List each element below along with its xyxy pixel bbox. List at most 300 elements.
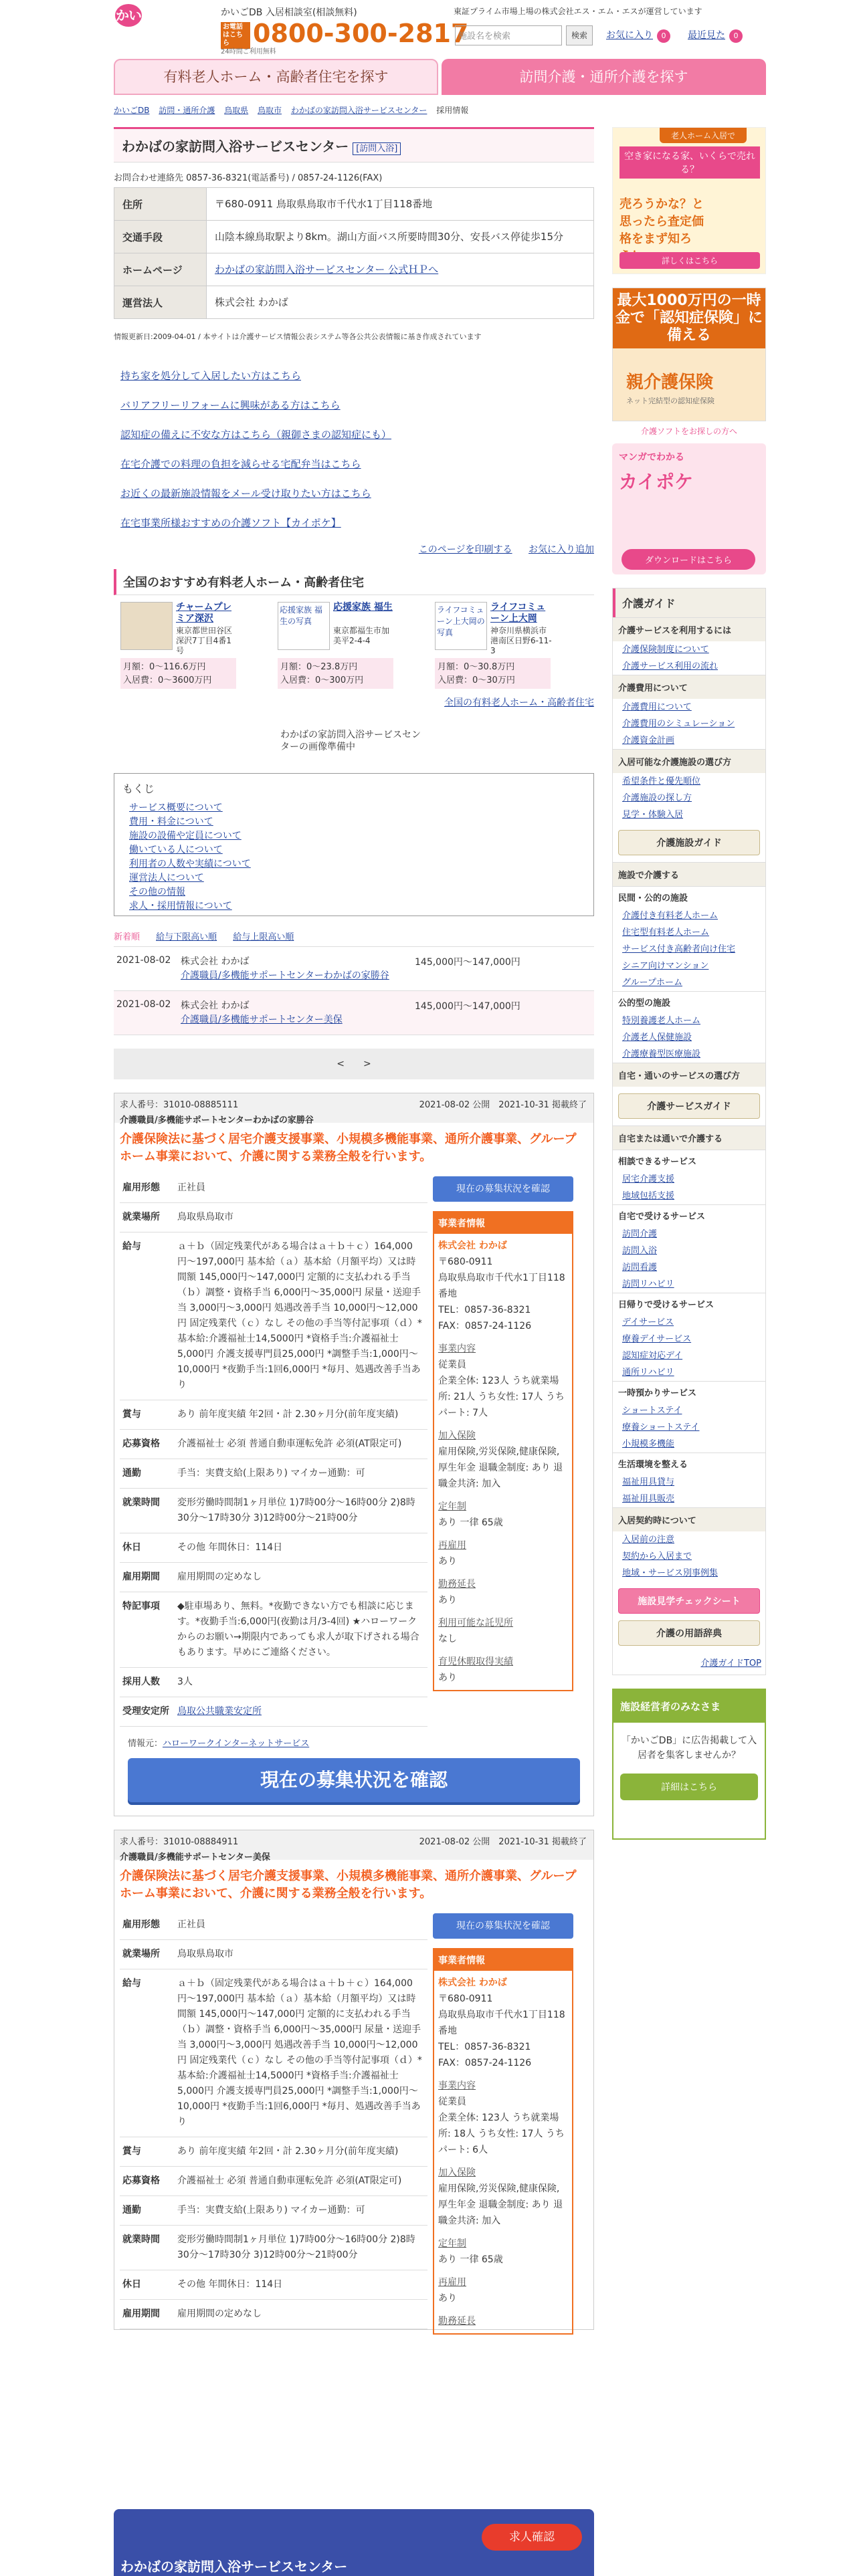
row-value: 3人	[173, 1668, 427, 1697]
promo-link[interactable]: 認知症の備えに不安な方はこちら（親御さまの認知症にも）	[120, 429, 392, 441]
entry-fee: 入居費：0〜30万円	[438, 675, 515, 685]
promo-link[interactable]: 在宅事業所様おすすめの介護ソフト【カイポケ】	[120, 517, 341, 529]
guide-subsection: 一時預かりサービス	[613, 1381, 765, 1402]
guide-link[interactable]: 訪問看護	[622, 1263, 658, 1273]
employer-tel: TEL：0857-36-8321	[438, 2042, 531, 2052]
info-source-label: 情報元：	[128, 1739, 163, 1749]
job-header	[114, 1093, 593, 1123]
guide-section: 入居契約時について	[613, 1507, 765, 1531]
job-card	[114, 1093, 594, 1816]
row-label: 就業場所	[120, 1940, 173, 1969]
employer-insurance: 雇用保険,労災保険,健康保険,厚生年金 退職金制度: あり 退職金共済: 加入	[438, 2183, 563, 2226]
employer-head: 事業者情報	[434, 1212, 572, 1234]
facility-photo[interactable]: 応援家族 福生の写真	[278, 602, 330, 650]
guide-link[interactable]: 療養ショートステイ	[622, 1422, 700, 1432]
row-label: 就業場所	[120, 1203, 173, 1232]
ad-main: カイポケ	[619, 471, 694, 493]
guide-link[interactable]: 地域・サービス別事例集	[622, 1568, 719, 1578]
sidebar	[612, 127, 766, 1840]
guide-section: 入居可能な介護施設の選び方	[613, 749, 765, 773]
row-label: 雇用形態	[120, 1174, 173, 1203]
label: 利用可能な託児所	[438, 1618, 513, 1628]
breadcrumb-item[interactable]: 訪問・通所介護	[159, 106, 215, 115]
employer-address: 鳥取県鳥取市千代水1丁目118番地	[438, 1273, 565, 1299]
job-details	[120, 1174, 427, 1727]
sort-new[interactable]: 新着順	[114, 932, 140, 942]
job-number: 求人番号：31010-08884911	[120, 1837, 239, 1847]
job-title: 介護職員/多機能サポートセンターわかばの家勝谷	[120, 1115, 314, 1125]
row-label: 応募資格	[120, 2167, 173, 2196]
phone-number[interactable]	[221, 19, 468, 49]
row-value: 変形労働時間制1ヶ月単位 1)7時00分〜16時00分 2)8時30分〜17時30分 3)12時00分〜21時00分	[173, 2226, 427, 2270]
guide-link[interactable]: 介護費用のシミュレーション	[622, 719, 735, 729]
table-row	[120, 1430, 427, 1459]
main-content	[114, 127, 594, 2330]
facility-image-placeholder: わかばの家訪問入浴サービスセンターの画像準備中	[280, 730, 421, 752]
guide-section: 介護サービスを利用するには	[613, 617, 765, 641]
employer-extension: あり	[438, 1595, 457, 1606]
table-row	[120, 2226, 427, 2270]
ad-main: 親介護保険	[626, 372, 714, 393]
row-label: 通勤	[120, 2196, 173, 2226]
guide-subsection: 日帰りで受けるサービス	[613, 1293, 765, 1314]
row-value: ａ＋ｂ（固定残業代がある場合はａ＋ｂ＋ｃ）164,000円〜197,000円 基本給（ａ）基本給（月額平均）又は時間額 145,000円〜147,000円 定額的に支払われる手当（ｂ）調整・資格手当 6,000円〜35,000円 尿量・送迎手当 3,000円〜3,000円 処遇改善手当 10,000円〜12,000円 固定残業代（ｃ）なし その他の手当等付記事項（ｄ）*基本給:介護福祉士14,5000円 *資格手当:介護福祉士5,000円 介護支援専門員25,000円 *調整手当:1,000円〜10,000円 *夜勤手当:1回6,000円 *毎月、処遇改善手当あり	[173, 1969, 427, 2137]
table-row	[120, 1592, 427, 1668]
table-row	[120, 1969, 427, 2137]
recommend-item[interactable]	[435, 602, 551, 689]
contact-info: お問合わせ連絡先 0857-36-8321(電話番号) / 0857-24-1126(FAX)	[114, 173, 383, 183]
row-value: 変形労働時間制1ヶ月単位 1)7時00分〜16時00分 2)8時30分〜17時30分 3)12時00分〜21時00分	[173, 1489, 427, 1533]
employer-rehire: あり	[438, 2293, 457, 2304]
entry-fee: 入居費：0〜300万円	[280, 675, 364, 685]
row-label: 運営法人	[114, 286, 207, 319]
row-value: 雇用期間の定めなし	[173, 2300, 427, 2329]
recommend-price	[120, 658, 236, 689]
job-list	[114, 947, 594, 1035]
guide-link[interactable]: サービス付き高齢者向け住宅	[622, 944, 736, 954]
job-title-link[interactable]: 介護職員/多機能サポートセンター美保	[181, 1014, 343, 1025]
job-dates: 2021-08-02 公開 2021-10-31 掲載終了	[419, 1837, 587, 1847]
guide-subsection: 民間・公的の施設	[613, 886, 765, 907]
guide-link[interactable]: 契約から入居まで	[622, 1551, 692, 1562]
monthly-fee: 月額：0〜116.6万円	[123, 662, 206, 672]
guide-link[interactable]: 介護施設の探し方	[622, 793, 692, 803]
employer-zip: 〒680-0911	[438, 1257, 493, 1267]
phone-hours: 24時間ご利用無料	[221, 48, 276, 56]
toc-title: もくじ	[122, 782, 155, 795]
row-value: その他 年間休日：114日	[173, 2270, 427, 2300]
label: 育児休暇取得実績	[438, 1656, 513, 1667]
site-header	[114, 0, 766, 55]
employer-tel: TEL：0857-36-8321	[438, 1305, 531, 1315]
list-item	[114, 947, 594, 991]
row-label: 就業時間	[120, 1489, 173, 1533]
label: 勤務延長	[438, 1579, 476, 1590]
favorites-count: 0	[657, 29, 670, 43]
table-row	[114, 221, 594, 253]
guide-link[interactable]: 介護費用について	[622, 702, 692, 712]
job-pay: 145,000円〜147,000円	[415, 1001, 520, 1012]
current-status-button[interactable]: 現在の募集状況を確認	[433, 1176, 573, 1202]
table-row	[120, 1940, 427, 1969]
toc-item[interactable]: 費用・料金について	[129, 817, 213, 827]
soft-heading: 介護ソフトをお探しの方へ	[640, 427, 737, 436]
job-corp: 株式会社 わかば	[181, 956, 250, 967]
row-label: 賞与	[120, 2137, 173, 2167]
recommend-address: 神奈川県横浜市港南区日野6-11-3	[490, 626, 552, 655]
job-number: 求人番号：31010-08885111	[120, 1100, 239, 1110]
guide-link[interactable]: 小規模多機能	[622, 1439, 675, 1449]
table-row	[120, 2167, 427, 2196]
ad-head: 老人ホーム入居で	[660, 128, 747, 143]
guide-subsection: 自宅で受けるサービス	[613, 1204, 765, 1226]
guide-link[interactable]: デイサービス	[622, 1317, 674, 1327]
row-label: 休日	[120, 1533, 173, 1563]
history-link[interactable]	[688, 28, 743, 43]
ad-main: 売ろうかな？と思ったら査定価格をまず知ろ	[619, 197, 704, 246]
check-status-big-button[interactable]: 現在の募集状況を確認	[128, 1758, 580, 1802]
facility-photo[interactable]	[120, 602, 173, 650]
facility-photo[interactable]: ライフコミューン上大岡の写真	[435, 602, 487, 650]
table-row	[120, 1489, 427, 1533]
label: 事業内容	[438, 1344, 476, 1354]
recommend-item[interactable]	[278, 602, 393, 689]
page-title	[114, 127, 594, 163]
table-row	[120, 1174, 427, 1203]
table-row	[120, 1563, 427, 1592]
history-count: 0	[729, 29, 743, 43]
employer-fax: FAX：0857-24-1126	[438, 1321, 532, 1331]
label: 再雇用	[438, 2277, 466, 2288]
employer-retirement: あり 一律 65歳	[438, 2254, 503, 2265]
row-value: 鳥取県鳥取市	[173, 1203, 427, 1232]
row-label: 受理安定所	[120, 1697, 173, 1727]
toc-item[interactable]: 求人・採用情報について	[129, 901, 232, 911]
row-value: 介護福祉士 必須 普通自動車運転免許 必須(AT限定可)	[173, 1430, 427, 1459]
guide-section: 自宅または通いで介護する	[613, 1125, 765, 1150]
guide-link[interactable]: ショートステイ	[622, 1406, 682, 1416]
breadcrumb-item[interactable]: わかばの家訪問入浴サービスセンター	[290, 106, 427, 115]
ad-head: マンガでわかる	[619, 452, 684, 463]
office-link[interactable]: 鳥取公共職業安定所	[177, 1706, 262, 1717]
guide-section: 介護費用について	[613, 675, 765, 699]
table-row	[114, 188, 594, 221]
row-label: 特記事項	[120, 1592, 173, 1668]
promo-link[interactable]: バリアフリーリフォームに興味がある方はこちら	[120, 399, 341, 411]
row-value: ａ＋ｂ（固定残業代がある場合はａ＋ｂ＋ｃ）164,000円〜197,000円 基本給（ａ）基本給（月額平均）又は時間額 145,000円〜147,000円 定額的に支払われる手当（ｂ）調整・資格手当 6,000円〜35,000円 尿量・送迎手当 3,000円〜3,000円 処遇改善手当 10,000円〜12,000円 固定残業代（ｃ）なし その他の手当等付記事項（ｄ）*基本給:介護福祉士14,5000円 *資格手当:介護福祉士5,000円 介護支援専門員25,000円 *調整手当:1,000円〜10,000円 *夜勤手当:1回6,000円 *毎月、処遇改善手当あり	[173, 1232, 427, 1400]
update-note: 情報更新日:2009-04-01 / 本サイトは介護サービス情報公表システム等各公共公表情報に基き作成されています	[114, 332, 482, 341]
guide-link[interactable]: 通所リハビリ	[622, 1368, 674, 1378]
guide-subsection: 相談できるサービス	[613, 1150, 765, 1171]
label: 加入保険	[438, 1430, 476, 1441]
favorites-label: お気に入り	[606, 30, 653, 41]
job-card	[114, 1830, 594, 2330]
table-row	[120, 2270, 427, 2300]
favorites-link[interactable]	[606, 28, 670, 43]
breadcrumb-item[interactable]: 鳥取県	[224, 106, 249, 115]
guide-link[interactable]: 介護老人保健施設	[622, 1033, 692, 1043]
employer-name: 株式会社 わかば	[438, 1977, 507, 1988]
breadcrumb-current: 採用情報	[436, 106, 469, 115]
job-date: 2021-08-02	[116, 999, 171, 1010]
info-source	[128, 1736, 593, 1749]
guide-link[interactable]: 地域包括支援	[622, 1191, 675, 1201]
guide-section: 自宅・通いのサービスの選び方	[613, 1063, 765, 1087]
pager	[114, 1049, 594, 1079]
employer-daycare: なし	[438, 1634, 457, 1644]
toc-item[interactable]: その他の情報	[129, 887, 185, 897]
recommend-name[interactable]: ライフコミューン上大岡	[490, 602, 546, 624]
table-row	[120, 2196, 427, 2226]
table-of-contents	[114, 773, 594, 916]
history-label: 最近見た	[688, 30, 725, 41]
toc-item[interactable]: 利用者の人数や実績について	[129, 859, 251, 869]
print-link[interactable]: このページを印刷する	[418, 544, 512, 555]
ad-button[interactable]: 詳しくはこちら	[619, 252, 760, 269]
guide-link[interactable]: 訪問入浴	[622, 1246, 658, 1256]
tab-home-care[interactable]: 訪問介護・通所介護を探す	[442, 59, 766, 95]
ad-head: 最大1000万円の一時金で「認知症保険」に備える	[613, 288, 765, 348]
row-label: 住所	[114, 188, 207, 221]
search-button[interactable]: 検索	[566, 25, 593, 45]
page-actions	[114, 542, 594, 556]
guide-link[interactable]: 訪問リハビリ	[622, 1279, 674, 1289]
job-catch: 介護保険法に基づく居宅介護支援事業、小規模多機能事業、通所介護事業、グループホーム事業において、介護に関する業務全般を行います。	[120, 1132, 577, 1164]
recommend-name[interactable]: 応援家族 福生	[333, 602, 393, 613]
homepage-link[interactable]: わかばの家訪問入浴サービスセンター 公式ＨＰへ	[215, 263, 439, 276]
care-guide	[612, 588, 766, 1675]
row-value: 鳥取県鳥取市	[173, 1940, 427, 1969]
service-guide-button[interactable]: 介護サービスガイド	[618, 1093, 760, 1119]
row-value: あり 前年度実績 年2回・計 2.30ヶ月分(前年度実績)	[173, 2137, 427, 2167]
guide-link[interactable]: 福祉用具販売	[622, 1494, 675, 1504]
row-value: 株式会社 わかば	[207, 286, 594, 319]
more-recommend-link[interactable]: 全国の有料老人ホーム・高齢者住宅	[444, 697, 594, 708]
guide-section: 施設で介護する	[613, 862, 765, 886]
list-item	[114, 991, 594, 1035]
guide-link[interactable]: 介護付き有料老人ホーム	[622, 911, 719, 921]
advertiser-button[interactable]: 詳細はこちら	[620, 1774, 758, 1800]
toc-item[interactable]: サービス概要について	[129, 802, 223, 813]
guide-link[interactable]: 介護療養型医療施設	[622, 1049, 701, 1059]
row-label: 交通手段	[114, 221, 207, 253]
sticky-footer	[114, 2509, 594, 2576]
label: 勤務延長	[438, 2316, 476, 2327]
ad-kaipoke[interactable]	[612, 443, 766, 574]
pager-next[interactable]: >	[363, 1059, 371, 1069]
employer-staff: 企業全体: 123人 うち就業場所: 18人 うち女性: 17人 うちパート: 6人	[438, 2113, 565, 2155]
label: 従業員	[438, 1360, 466, 1370]
ad-question: 空き家になる家、いくらで売れる？	[619, 146, 760, 179]
search-input[interactable]: 施設名を検索	[455, 25, 562, 45]
download-button[interactable]: ダウンロードはこちら	[622, 549, 755, 570]
table-row	[120, 1668, 427, 1697]
row-label: 雇用期間	[120, 2300, 173, 2329]
tab-nursing-home[interactable]: 有料老人ホーム・高齢者住宅を探す	[114, 59, 438, 95]
employer-staff: 企業全体: 123人 うち就業場所: 21人 うち女性: 17人 うちパート: 7人	[438, 1376, 565, 1418]
tagline: かいごDB 入居相談室(相談無料)	[221, 7, 357, 18]
employer-retirement: あり 一律 65歳	[438, 1517, 503, 1528]
checksheet-button[interactable]: 施設見学チェックシート	[618, 1588, 760, 1614]
row-label: 賞与	[120, 1400, 173, 1430]
advertiser-head: 施設経営者のみなさま	[613, 1690, 765, 1723]
guide-link[interactable]: シニア向けマンション	[622, 961, 709, 971]
table-row	[114, 286, 594, 319]
row-value: 雇用期間の定めなし	[173, 1563, 427, 1592]
table-row	[120, 1203, 427, 1232]
guide-link[interactable]: 住宅型有料老人ホーム	[622, 928, 710, 938]
employer-insurance: 雇用保険,労災保険,健康保険,厚生年金 退職金制度: あり 退職金共済: 加入	[438, 1446, 563, 1489]
service-badge[interactable]: [訪問入浴]	[353, 142, 401, 155]
employer-name: 株式会社 わかば	[438, 1241, 507, 1251]
employer-info	[433, 1211, 573, 1691]
row-label: 就業時間	[120, 2226, 173, 2270]
guide-link[interactable]: 認知症対応デイ	[622, 1351, 683, 1361]
breadcrumb	[114, 104, 468, 116]
row-label: 休日	[120, 2270, 173, 2300]
label: 加入保険	[438, 2167, 476, 2178]
job-title-link[interactable]: 介護職員/多機能サポートセンターわかばの家勝谷	[181, 970, 389, 981]
row-label: 雇用形態	[120, 1911, 173, 1940]
job-dates: 2021-08-02 公開 2021-10-31 掲載終了	[419, 1100, 587, 1110]
guide-link[interactable]: 希望条件と優先順位	[622, 776, 701, 786]
employer-address: 鳥取県鳥取市千代水1丁目118番地	[438, 2010, 565, 2036]
label: 事業内容	[438, 2080, 476, 2091]
label: 定年制	[438, 2238, 466, 2249]
ad-dementia-insurance[interactable]	[612, 288, 766, 421]
sticky-title: わかばの家訪問入浴サービスセンター	[120, 2559, 348, 2575]
row-label: 雇用期間	[120, 1563, 173, 1592]
job-corp: 株式会社 わかば	[181, 1000, 250, 1011]
toc-item[interactable]: 働いている人について	[129, 845, 223, 855]
employer-head: 事業者情報	[434, 1949, 572, 1971]
guide-link[interactable]: 介護サービス利用の流れ	[622, 661, 719, 671]
logo-text: かいご	[115, 4, 142, 27]
guide-link[interactable]: 見学・体験入居	[622, 810, 684, 820]
recommend-name[interactable]: チャームプレミア深沢	[176, 602, 232, 624]
main-tabs	[114, 59, 766, 95]
promo-link[interactable]: 持ち家を処分して入居したい方はこちら	[120, 370, 302, 382]
row-value: 正社員	[173, 1911, 427, 1940]
guide-link[interactable]: 福祉用具貸与	[622, 1477, 675, 1487]
monthly-fee: 月額：0〜30.8万円	[438, 662, 515, 672]
breadcrumb-item[interactable]: 鳥取市	[258, 106, 282, 115]
guide-link[interactable]: 療養デイサービス	[622, 1334, 692, 1344]
monthly-fee: 月額：0〜23.8万円	[280, 662, 358, 672]
table-row	[120, 1400, 427, 1430]
row-value: 手当：実費支給(上限あり) マイカー通勤：可	[173, 1459, 427, 1489]
guide-link[interactable]: 特別養護老人ホーム	[622, 1016, 701, 1026]
ad-sub: ネット完結型の認知症保険	[626, 397, 714, 405]
job-pay: 145,000円〜147,000円	[415, 957, 520, 968]
guide-title: 介護ガイド	[613, 588, 765, 617]
row-label: 通勤	[120, 1459, 173, 1489]
phone-digits: 0800-300-2817	[253, 19, 469, 48]
table-row	[114, 253, 594, 286]
facility-guide-button[interactable]: 介護施設ガイド	[618, 830, 760, 855]
recommend-address: 東京都世田谷区深沢7丁目4番1号	[176, 626, 233, 655]
recommend-item[interactable]	[120, 602, 236, 689]
row-value: 手当：実費支給(上限あり) マイカー通勤：可	[173, 2196, 427, 2226]
glossary-button[interactable]: 介護の用語辞典	[618, 1620, 760, 1646]
table-row	[120, 1697, 427, 1727]
employer-info	[433, 1948, 573, 2335]
employer-rehire: あり	[438, 1556, 457, 1567]
row-label: 給与	[120, 1969, 173, 2137]
guide-link[interactable]: 介護資金計画	[622, 736, 675, 746]
table-row	[120, 2300, 427, 2329]
entry-fee: 入居費：0〜3600万円	[123, 675, 212, 685]
table-row	[120, 2137, 427, 2167]
guide-subsection: 生活環境を整える	[613, 1453, 765, 1474]
advertiser-text: 「かいごDB」に広告掲載して入居者を集客しませんか？	[621, 1735, 757, 1761]
row-value: 山陰本線鳥取駅より8km。湖山方面バス所要時間30分、安長バス停徒歩15分	[207, 221, 594, 253]
table-row	[120, 1232, 427, 1400]
pager-prev[interactable]: <	[337, 1059, 345, 1069]
job-check-button[interactable]: 求人確認	[482, 2524, 582, 2551]
facility-info-table	[114, 187, 594, 319]
sort-min-pay[interactable]: 給与下限高い順	[156, 932, 217, 942]
corp-note: 東証プライム市場上場の株式会社エス・エム・エスが運営しています	[454, 7, 702, 16]
table-row	[120, 1533, 427, 1563]
recommend-price	[278, 658, 393, 689]
current-status-button[interactable]: 現在の募集状況を確認	[433, 1913, 573, 1939]
job-catch: 介護保険法に基づく居宅介護支援事業、小規模多機能事業、通所介護事業、グループホーム事業において、介護に関する業務全般を行います。	[120, 1869, 577, 1901]
table-row	[120, 1911, 427, 1940]
guide-link[interactable]: グループホーム	[622, 978, 682, 988]
employer-zip: 〒680-0911	[438, 1994, 493, 2004]
toc-item[interactable]: 施設の設備や定員について	[129, 831, 242, 841]
job-title: 介護職員/多機能サポートセンター美保	[120, 1852, 270, 1862]
guide-top-link[interactable]: 介護ガイドTOP	[700, 1658, 761, 1669]
job-date: 2021-08-02	[116, 955, 171, 966]
row-value: その他 年間休日：114日	[173, 1533, 427, 1563]
label: 再雇用	[438, 1540, 466, 1551]
row-value: ◆駐車場あり、無料。*夜勤できない方でも相談に応じます。*夜勤手当:6,000円(夜勤は月/3-4回) ★ハローワークからのお願い→期限内であっても求人が取下げされる場合もあります。早めにご連絡ください。	[173, 1592, 427, 1668]
job-details	[120, 1911, 427, 2329]
ad-house-sale[interactable]	[612, 127, 766, 274]
guide-link[interactable]: 訪問介護	[622, 1229, 658, 1239]
guide-subsection: 公的型の施設	[613, 991, 765, 1012]
row-value: 正社員	[173, 1174, 427, 1203]
row-value: 介護福祉士 必須 普通自動車運転免許 必須(AT限定可)	[173, 2167, 427, 2196]
guide-link[interactable]: 介護保険制度について	[622, 645, 709, 655]
promo-link[interactable]: 在宅介護での料理の負担を減らせる宅配弁当はこちら	[120, 458, 361, 470]
row-label: 採用人数	[120, 1668, 173, 1697]
hellowork-link[interactable]: ハローワークインターネットサービス	[163, 1739, 310, 1749]
sort-bar	[114, 930, 594, 947]
row-value: あり 前年度実績 年2回・計 2.30ヶ月分(前年度実績)	[173, 1400, 427, 1430]
row-label: 応募資格	[120, 1430, 173, 1459]
sort-max-pay[interactable]: 給与上限高い順	[233, 932, 294, 942]
site-logo[interactable]	[114, 4, 214, 51]
add-favorite-link[interactable]: お気に入り追加	[529, 544, 594, 555]
row-label: 給与	[120, 1232, 173, 1400]
breadcrumb-item[interactable]: かいごDB	[114, 106, 150, 115]
toc-item[interactable]: 運営法人について	[129, 873, 204, 883]
recommend-list	[114, 602, 594, 689]
guide-link[interactable]: 居宅介護支援	[622, 1174, 675, 1184]
phone-label: お電話はこちら	[221, 22, 250, 49]
guide-link[interactable]: 入居前の注意	[622, 1535, 675, 1545]
facility-title: わかばの家訪問入浴サービスセンター	[122, 138, 349, 154]
employer-fax: FAX：0857-24-1126	[438, 2058, 532, 2068]
recommend-price	[435, 658, 551, 689]
label: 定年制	[438, 1501, 466, 1512]
promo-link[interactable]: お近くの最新施設情報をメール受け取りたい方はこちら	[120, 488, 371, 500]
employer-childcare-leave: あり	[438, 1673, 457, 1683]
label: 従業員	[438, 2097, 466, 2107]
